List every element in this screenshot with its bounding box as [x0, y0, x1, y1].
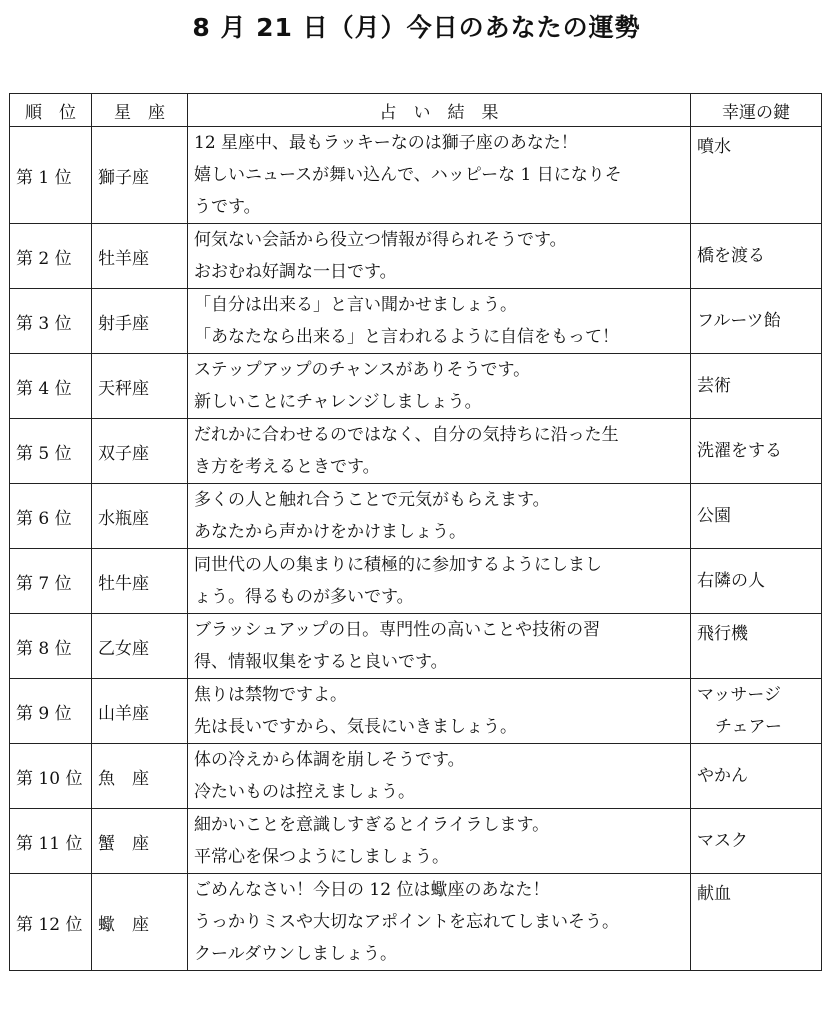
result-cell: [188, 874, 691, 971]
lucky-key-cell: [691, 484, 822, 549]
sign-cell: 牡羊座: [92, 224, 188, 289]
rank-cell: 第 12 位: [10, 874, 92, 971]
rank-cell: 第 6 位: [10, 484, 92, 549]
result-line: うっかりミスや大切なアポイントを忘れてしまいそう。: [194, 912, 619, 932]
lucky-key-cell: [691, 549, 822, 614]
table-row: [10, 809, 822, 874]
lucky-key-cell: [691, 809, 822, 874]
lucky-key-line: マッサージ: [697, 685, 781, 705]
table-row: [10, 354, 822, 419]
lucky-key-line: 洗濯をする: [697, 441, 782, 461]
lucky-key-cell: [691, 354, 822, 419]
rank-cell: 第 2 位: [10, 224, 92, 289]
result-line: 先は長いですから、気長にいきましょう。: [194, 717, 517, 737]
result-line: 冷たいものは控えましょう。: [194, 782, 415, 802]
rank-cell: 第 1 位: [10, 127, 92, 224]
fortune-table: [9, 93, 822, 971]
rank-cell: 第 5 位: [10, 419, 92, 484]
result-line: ブラッシュアップの日。専門性の高いことや技術の習: [194, 620, 601, 640]
lucky-key-line: 献血: [697, 884, 731, 904]
result-line: クールダウンしましょう。: [194, 944, 397, 964]
table-row: [10, 679, 822, 744]
sign-cell: 山羊座: [92, 679, 188, 744]
table-row: [10, 484, 822, 549]
result-line: だれかに合わせるのではなく、自分の気持ちに沿った生: [194, 425, 619, 445]
rank-cell: 第 11 位: [10, 809, 92, 874]
page-title: 8 月 21 日（月）今日のあなたの運勢: [192, 13, 641, 42]
lucky-key-cell: [691, 419, 822, 484]
result-cell: [188, 127, 691, 224]
result-line: き方を考えるときです。: [194, 457, 380, 477]
lucky-key-cell: [691, 614, 822, 679]
result-line: ごめんなさい！今日の 12 位は蠍座のあなた！: [194, 880, 550, 900]
lucky-key-line: 芸術: [697, 376, 731, 396]
result-line: 「自分は出来る」と言い聞かせましょう。: [194, 295, 517, 315]
result-cell: [188, 744, 691, 809]
lucky-key-cell: [691, 874, 822, 971]
result-cell: [188, 354, 691, 419]
result-line: 同世代の人の集まりに積極的に参加するようにしまし: [194, 555, 602, 575]
result-cell: [188, 614, 691, 679]
header-row: [10, 94, 822, 127]
result-cell: [188, 549, 691, 614]
sign-cell: 蠍 座: [92, 874, 188, 971]
table-row: [10, 289, 822, 354]
lucky-key-cell: [691, 224, 822, 289]
result-cell: [188, 484, 691, 549]
result-line: うです。: [194, 197, 261, 217]
result-cell: [188, 419, 691, 484]
header-key: 幸運の鍵: [691, 94, 822, 127]
header-sign: 星 座: [92, 94, 188, 127]
result-line: 「あなたなら出来る」と言われるように自信をもって！: [194, 327, 619, 347]
lucky-key-cell: [691, 679, 822, 744]
lucky-key-line: フルーツ飴: [697, 311, 781, 331]
sign-cell: 乙女座: [92, 614, 188, 679]
table-row: [10, 127, 822, 224]
result-cell: [188, 679, 691, 744]
result-cell: [188, 289, 691, 354]
result-cell: [188, 809, 691, 874]
header-result: 占 い 結 果: [188, 94, 691, 127]
table-row: [10, 224, 822, 289]
sign-cell: 射手座: [92, 289, 188, 354]
rank-cell: 第 8 位: [10, 614, 92, 679]
lucky-key-line: 橋を渡る: [697, 246, 765, 266]
lucky-key-line: チェアー: [715, 717, 782, 737]
result-line: 体の冷えから体調を崩しそうです。: [194, 750, 465, 770]
lucky-key-cell: [691, 744, 822, 809]
lucky-key-line: 右隣の人: [697, 571, 765, 591]
result-line: あなたから声かけをかけましょう。: [194, 522, 466, 542]
table-row: [10, 744, 822, 809]
header-rank: 順 位: [10, 94, 92, 127]
lucky-key-line: 公園: [697, 506, 731, 526]
sign-cell: 牡牛座: [92, 549, 188, 614]
result-line: 12 星座中、最もラッキーなのは獅子座のあなた！: [194, 133, 578, 153]
result-line: 焦りは禁物ですよ。: [194, 685, 347, 705]
rank-cell: 第 10 位: [10, 744, 92, 809]
lucky-key-cell: [691, 289, 822, 354]
result-line: 新しいことにチャレンジしましょう。: [194, 392, 482, 412]
rank-cell: 第 4 位: [10, 354, 92, 419]
result-line: おおむね好調な一日です。: [194, 262, 397, 282]
result-line: ステップアップのチャンスがありそうです。: [194, 360, 531, 380]
lucky-key-line: やかん: [697, 766, 748, 786]
table-row: [10, 874, 822, 971]
sign-cell: 天秤座: [92, 354, 188, 419]
result-line: 細かいことを意識しすぎるとイライラします。: [194, 815, 550, 835]
lucky-key-cell: [691, 127, 822, 224]
sign-cell: 双子座: [92, 419, 188, 484]
sign-cell: 獅子座: [92, 127, 188, 224]
table-row: [10, 549, 822, 614]
table-row: [10, 419, 822, 484]
result-line: 嬉しいニュースが舞い込んで、ハッピーな 1 日になりそ: [194, 165, 622, 185]
rank-cell: 第 9 位: [10, 679, 92, 744]
lucky-key-line: 噴水: [697, 137, 731, 157]
rank-cell: 第 7 位: [10, 549, 92, 614]
result-line: ょう。得るものが多いです。: [194, 587, 414, 607]
result-line: 得、情報収集をすると良いです。: [194, 652, 448, 672]
lucky-key-line: マスク: [697, 831, 748, 851]
result-line: 平常心を保つようにしましょう。: [194, 847, 449, 867]
result-cell: [188, 224, 691, 289]
result-line: 多くの人と触れ合うことで元気がもらえます。: [194, 490, 550, 510]
lucky-key-line: 飛行機: [697, 624, 748, 644]
result-line: 何気ない会話から役立つ情報が得られそうです。: [194, 230, 567, 250]
rank-cell: 第 3 位: [10, 289, 92, 354]
sign-cell: 魚 座: [92, 744, 188, 809]
sign-cell: 蟹 座: [92, 809, 188, 874]
sign-cell: 水瓶座: [92, 484, 188, 549]
table-row: [10, 614, 822, 679]
